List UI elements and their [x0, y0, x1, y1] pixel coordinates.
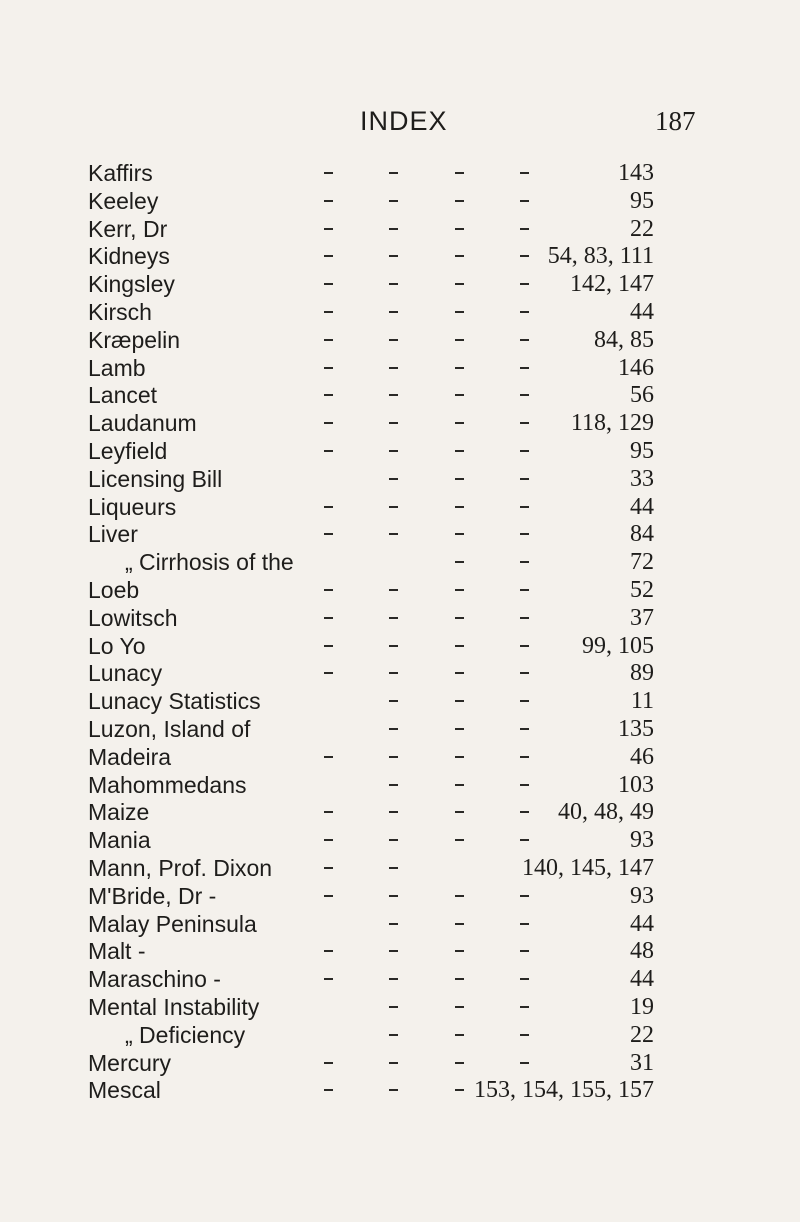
index-entry	[0, 354, 800, 382]
index-page-refs: 48	[630, 938, 654, 965]
leader-dash	[389, 645, 398, 647]
index-entry-term: Lunacy	[88, 660, 163, 687]
index-subentry-term: „ Deficiency	[125, 1021, 246, 1048]
leader-dash	[324, 228, 333, 230]
leader-dash	[455, 200, 464, 202]
leader-dash	[520, 561, 529, 563]
leader-dash	[455, 589, 464, 591]
dot-leaders	[0, 270, 800, 298]
index-entry-term: Loeb	[88, 576, 140, 603]
dot-leaders	[0, 465, 800, 493]
leader-dash	[389, 506, 398, 508]
dot-leaders	[0, 493, 800, 521]
leader-dash	[455, 506, 464, 508]
index-entry-term: Kræpelin	[88, 326, 181, 353]
index-entry	[0, 798, 800, 826]
leader-dash	[389, 756, 398, 758]
leader-dash	[324, 283, 333, 285]
leader-dash	[324, 1062, 333, 1064]
dot-leaders	[0, 1021, 800, 1049]
index-entry	[0, 548, 800, 576]
leader-dash	[520, 1006, 529, 1008]
leader-dash	[520, 728, 529, 730]
leader-dash	[455, 700, 464, 702]
leader-dash	[324, 200, 333, 202]
index-entry	[0, 159, 800, 187]
leader-dash	[520, 839, 529, 841]
index-entry	[0, 771, 800, 799]
leader-dash	[389, 283, 398, 285]
index-entry	[0, 854, 800, 882]
index-entry	[0, 910, 800, 938]
leader-dash	[324, 339, 333, 341]
leader-dash	[324, 450, 333, 452]
leader-dash	[389, 339, 398, 341]
index-entry-term: Liqueurs	[88, 493, 177, 520]
running-head	[0, 103, 800, 139]
leader-dash	[389, 1062, 398, 1064]
index-entry	[0, 465, 800, 493]
index-entry-term: Madeira	[88, 743, 172, 770]
leader-dash	[520, 283, 529, 285]
leader-dash	[324, 811, 333, 813]
leader-dash	[455, 561, 464, 563]
leader-dash	[389, 450, 398, 452]
index-page-refs: 72	[630, 549, 654, 576]
leader-dash	[324, 422, 333, 424]
index-entry	[0, 242, 800, 270]
leader-dash	[324, 839, 333, 841]
leader-dash	[389, 895, 398, 897]
leader-dash	[389, 533, 398, 535]
index-entry-term: Mescal	[88, 1077, 161, 1104]
index-page-refs: 44	[630, 910, 654, 937]
index-entry-term: Malt -	[88, 938, 146, 965]
dot-leaders	[0, 632, 800, 660]
index-page-refs: 22	[630, 1021, 654, 1048]
index-page-refs: 33	[630, 465, 654, 492]
index-entry	[0, 659, 800, 687]
index-page-refs: 95	[630, 187, 654, 214]
index-entry	[0, 604, 800, 632]
leader-dash	[389, 1034, 398, 1036]
leader-dash	[324, 867, 333, 869]
page-title: INDEX	[360, 106, 448, 136]
leader-dash	[324, 978, 333, 980]
leader-dash	[455, 811, 464, 813]
leader-dash	[455, 645, 464, 647]
leader-dash	[324, 589, 333, 591]
index-page-refs: 54, 83, 111	[547, 243, 654, 270]
index-entry-term: Lo Yo	[88, 632, 146, 659]
dot-leaders	[0, 743, 800, 771]
dot-leaders	[0, 298, 800, 326]
leader-dash	[389, 200, 398, 202]
index-page-refs: 44	[630, 493, 654, 520]
leader-dash	[389, 589, 398, 591]
index-entry	[0, 1076, 800, 1104]
leader-dash	[389, 1089, 398, 1091]
index-page-refs: 22	[630, 215, 654, 242]
dot-leaders	[0, 326, 800, 354]
index-entry	[0, 826, 800, 854]
index-page-refs: 143	[618, 160, 654, 186]
leader-dash	[389, 867, 398, 869]
index-page-refs: 153, 154, 155, 157	[474, 1077, 654, 1104]
index-subentry-term: „ Cirrhosis of the	[125, 549, 294, 576]
leader-dash	[389, 478, 398, 480]
dot-leaders	[0, 159, 800, 187]
index-page-refs: 140, 145, 147	[522, 854, 654, 881]
leader-dash	[520, 923, 529, 925]
index-page-refs: 84, 85	[594, 326, 654, 353]
index-entry-term: Lunacy Statistics	[88, 688, 261, 715]
leader-dash	[520, 617, 529, 619]
leader-dash	[389, 228, 398, 230]
index-entry	[0, 743, 800, 771]
index-entry	[0, 576, 800, 604]
index-page-refs: 19	[630, 993, 654, 1020]
leader-dash	[455, 1006, 464, 1008]
leader-dash	[520, 784, 529, 786]
index-entry	[0, 326, 800, 354]
index-entry-term: Licensing Bill	[88, 465, 223, 492]
leader-dash	[520, 950, 529, 952]
leader-dash	[324, 506, 333, 508]
leader-dash	[520, 311, 529, 313]
leader-dash	[520, 228, 529, 230]
leader-dash	[389, 950, 398, 952]
index-entry-term: Malay Peninsula	[88, 910, 257, 937]
index-entry	[0, 687, 800, 715]
index-entry	[0, 937, 800, 965]
leader-dash	[520, 367, 529, 369]
leader-dash	[455, 784, 464, 786]
index-entry-list	[0, 159, 800, 1104]
index-entry	[0, 882, 800, 910]
leader-dash	[520, 811, 529, 813]
leader-dash	[520, 1034, 529, 1036]
dot-leaders	[0, 854, 800, 882]
leader-dash	[324, 895, 333, 897]
dot-leaders	[0, 659, 800, 687]
leader-dash	[324, 645, 333, 647]
leader-dash	[324, 1089, 333, 1091]
leader-dash	[520, 589, 529, 591]
leader-dash	[324, 394, 333, 396]
index-entry-term: Mercury	[88, 1049, 172, 1076]
index-entry	[0, 965, 800, 993]
leader-dash	[455, 394, 464, 396]
leader-dash	[455, 978, 464, 980]
leader-dash	[455, 756, 464, 758]
index-entry-term: Maraschino -	[88, 966, 221, 993]
index-page-refs: 52	[630, 576, 654, 603]
dot-leaders	[0, 381, 800, 409]
index-entry-term: Lamb	[88, 354, 146, 381]
leader-dash	[455, 311, 464, 313]
leader-dash	[455, 283, 464, 285]
leader-dash	[520, 478, 529, 480]
leader-dash	[520, 895, 529, 897]
leader-dash	[455, 672, 464, 674]
index-page-refs: 89	[630, 660, 654, 687]
index-entry	[0, 632, 800, 660]
leader-dash	[389, 394, 398, 396]
leader-dash	[520, 255, 529, 257]
leader-dash	[324, 617, 333, 619]
leader-dash	[455, 617, 464, 619]
index-entry-term: Maize	[88, 799, 150, 826]
index-entry	[0, 187, 800, 215]
leader-dash	[389, 978, 398, 980]
index-page-refs: 31	[630, 1049, 654, 1076]
index-entry	[0, 381, 800, 409]
leader-dash	[455, 450, 464, 452]
index-page-refs: 84	[630, 521, 654, 548]
leader-dash	[324, 172, 333, 174]
index-entry-term: M'Bride, Dr -	[88, 882, 217, 909]
index-entry-term: Kingsley	[88, 271, 175, 298]
dot-leaders	[0, 826, 800, 854]
leader-dash	[324, 672, 333, 674]
index-entry-term: Kaffirs	[88, 160, 153, 186]
dot-leaders	[0, 882, 800, 910]
leader-dash	[389, 422, 398, 424]
leader-dash	[520, 533, 529, 535]
leader-dash	[324, 756, 333, 758]
leader-dash	[520, 978, 529, 980]
index-entry	[0, 520, 800, 548]
index-entry-term: Mann, Prof. Dixon	[88, 854, 273, 881]
index-entry	[0, 270, 800, 298]
leader-dash	[455, 339, 464, 341]
index-entry	[0, 993, 800, 1021]
page-number: 187	[655, 106, 696, 136]
dot-leaders	[0, 215, 800, 243]
index-page-refs: 118, 129	[570, 410, 654, 437]
dot-leaders	[0, 604, 800, 632]
leader-dash	[455, 367, 464, 369]
leader-dash	[455, 228, 464, 230]
dot-leaders	[0, 1049, 800, 1077]
leader-dash	[455, 422, 464, 424]
dot-leaders	[0, 409, 800, 437]
dot-leaders	[0, 548, 800, 576]
leader-dash	[389, 172, 398, 174]
dot-leaders	[0, 576, 800, 604]
leader-dash	[389, 672, 398, 674]
index-entry	[0, 493, 800, 521]
leader-dash	[455, 172, 464, 174]
leader-dash	[455, 839, 464, 841]
leader-dash	[324, 533, 333, 535]
dot-leaders	[0, 771, 800, 799]
dot-leaders	[0, 187, 800, 215]
leader-dash	[389, 784, 398, 786]
leader-dash	[389, 617, 398, 619]
leader-dash	[324, 950, 333, 952]
index-page-refs: 93	[630, 827, 654, 854]
leader-dash	[389, 839, 398, 841]
index-entry-term: Kidneys	[88, 243, 170, 270]
index-entry-term: Leyfield	[88, 437, 168, 464]
index-page-refs: 93	[630, 882, 654, 909]
index-page-refs: 146	[618, 354, 654, 381]
leader-dash	[324, 255, 333, 257]
leader-dash	[520, 394, 529, 396]
leader-dash	[455, 923, 464, 925]
index-entry-term: Keeley	[88, 187, 159, 214]
index-page-refs: 37	[630, 604, 654, 631]
leader-dash	[520, 172, 529, 174]
dot-leaders	[0, 437, 800, 465]
leader-dash	[520, 450, 529, 452]
dot-leaders	[0, 715, 800, 743]
leader-dash	[389, 923, 398, 925]
dot-leaders	[0, 798, 800, 826]
dot-leaders	[0, 354, 800, 382]
index-entry	[0, 298, 800, 326]
dot-leaders	[0, 520, 800, 548]
index-page-refs: 95	[630, 437, 654, 464]
index-page-refs: 56	[630, 382, 654, 409]
index-page-refs: 11	[630, 688, 654, 715]
index-entry	[0, 437, 800, 465]
leader-dash	[389, 311, 398, 313]
leader-dash	[324, 367, 333, 369]
index-entry-term: Laudanum	[88, 410, 197, 437]
leader-dash	[520, 700, 529, 702]
dot-leaders	[0, 1076, 800, 1104]
leader-dash	[389, 700, 398, 702]
leader-dash	[455, 1034, 464, 1036]
dot-leaders	[0, 910, 800, 938]
index-page-refs: 142, 147	[570, 271, 654, 298]
index-entry-term: Luzon, Island of	[88, 715, 251, 742]
leader-dash	[520, 1062, 529, 1064]
index-entry-term: Mental Instability	[88, 993, 260, 1020]
leader-dash	[455, 728, 464, 730]
leader-dash	[520, 200, 529, 202]
leader-dash	[520, 506, 529, 508]
leader-dash	[455, 1062, 464, 1064]
leader-dash	[455, 950, 464, 952]
index-entry-term: Kirsch	[88, 298, 152, 325]
index-entry-term: Lowitsch	[88, 604, 178, 631]
leader-dash	[389, 811, 398, 813]
leader-dash	[455, 533, 464, 535]
leader-dash	[389, 367, 398, 369]
index-entry-term: Lancet	[88, 382, 158, 409]
leader-dash	[389, 1006, 398, 1008]
dot-leaders	[0, 937, 800, 965]
index-page-refs: 40, 48, 49	[558, 799, 654, 826]
index-entry-term: Mahommedans	[88, 771, 247, 798]
index-entry	[0, 215, 800, 243]
leader-dash	[520, 339, 529, 341]
index-entry	[0, 1021, 800, 1049]
leader-dash	[520, 422, 529, 424]
leader-dash	[455, 478, 464, 480]
leader-dash	[520, 645, 529, 647]
index-page-refs: 44	[630, 966, 654, 993]
index-entry	[0, 409, 800, 437]
leader-dash	[389, 255, 398, 257]
index-entry-term: Liver	[88, 521, 138, 548]
dot-leaders	[0, 965, 800, 993]
dot-leaders	[0, 242, 800, 270]
index-page-refs: 44	[630, 298, 654, 325]
index-entry	[0, 1049, 800, 1077]
leader-dash	[520, 672, 529, 674]
dot-leaders	[0, 687, 800, 715]
leader-dash	[455, 895, 464, 897]
leader-dash	[455, 1089, 464, 1091]
index-page-refs: 103	[618, 771, 654, 798]
leader-dash	[389, 728, 398, 730]
index-entry-term: Mania	[88, 827, 151, 854]
leader-dash	[455, 255, 464, 257]
leader-dash	[324, 311, 333, 313]
index-page-refs: 135	[618, 715, 654, 742]
index-page-refs: 46	[630, 743, 654, 770]
dot-leaders	[0, 993, 800, 1021]
index-entry-term: Kerr, Dr	[88, 215, 168, 242]
index-entry	[0, 715, 800, 743]
leader-dash	[520, 756, 529, 758]
index-page-refs: 99, 105	[582, 632, 654, 659]
